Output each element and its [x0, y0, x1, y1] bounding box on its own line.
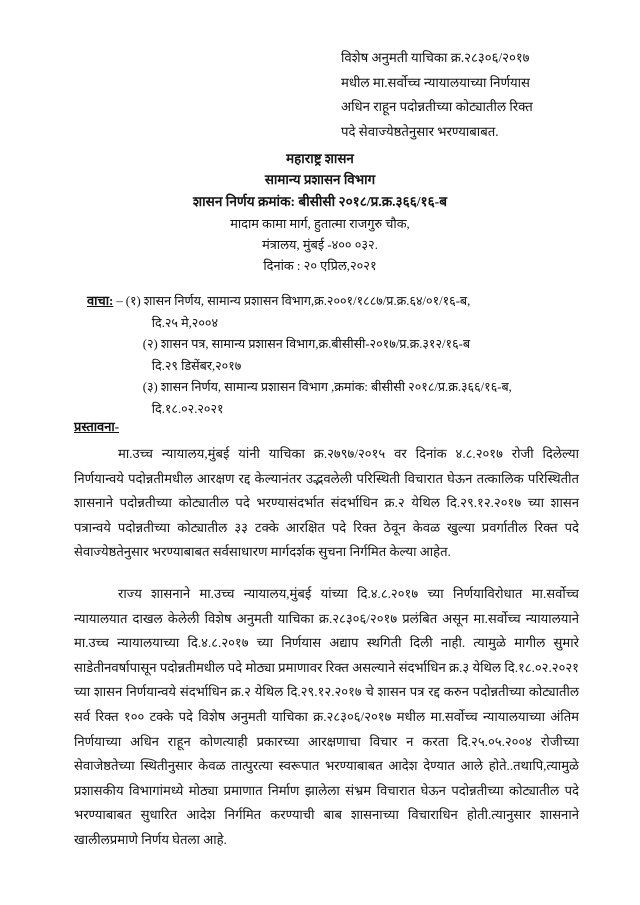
reference-item-3 [126, 377, 512, 420]
gr-number: शासन निर्णय क्रमांक: बीसीसी २०१८/प्र.क्र.३६६/१६-ब [193, 194, 447, 209]
subject-line-3: अधिन राहून पदोन्नतीच्या कोट्यातील रिक्त [341, 99, 533, 114]
reference-item-3-text: (३) शासन निर्णय, सामान्य प्रशासन विभाग ,क्रमांक: बीसीसी २०१८/प्र.क्र.३६६/१६-ब, [142, 380, 512, 394]
preamble-paragraph-2: राज्य शासनाने मा.उच्च न्यायालय,मुंबई यांच्या दि.४.८.२०१७ च्या निर्णयाविरोधात मा.सर्वोच्च न्यायालयात दाखल केलेली विशेष अनुमती याचिका क्र.२८३०६/२०१७ प्रलंबित असून मा.सर्वोच्च न्यायालयाने मा.उच्च न्यायालयाच्या दि.४.८.२०१७ च्या निर्णयास अद्याप स्थगिती दिली नाही. त्यामुळे मागील सुमारे साडेतीनवर्षापासून पदोन्नतीमधील पदे मोठ्या प्रमाणावर रिक्त असल्याने संदर्भाधिन क्र.३ येथिल दि.१८.०२.२०२१ च्या शासन निर्णयान्वये संदर्भाधिन क्र.२ येथिल दि.२९.१२.२०१७ चे शासन पत्र रद्द करुन पदोन्नतीच्या कोट्यातील सर्व रिक्त १०० टक्के पदे विशेष अनुमती याचिका क्र.२८३०६/२०१७ मधील मा.सर्वोच्च न्यायालयाच्या अंतिम निर्णयाच्या अधिन राहून कोणत्याही प्रकारच्या आरक्षणाचा विचार न करता दि.२५.०५.२००४ रोजीच्या सेवाजेष्ठतेच्या स्थितीनुसार केवळ तात्पुरत्या स्वरूपात भरण्याबाबत आदेश देण्यात आले होते..तथापि,त्यामुळे प्रशासकीय विभागांमध्ये मोठ्या प्रमाणात निर्माण झालेला संभ्रम विचारात घेऊन पदोन्नतीच्या कोट्यातील पदे भरण्याबाबत सुधारित आदेश निर्गमित करण्याची बाब शासनाच्या विचाराधिन होती.त्यानुसार शासनाने खालीलप्रमाणे निर्णय घेतला आहे. [74, 585, 579, 847]
references-list [126, 291, 512, 420]
preamble-paragraph-1: मा.उच्च न्यायालय,मुंबई यांनी याचिका क्र.२७९७/२०१५ वर दिनांक ४.८.२०१७ रोजी दिलेल्या निर्णयान्वये पदोन्नतीमधील आरक्षण रद्द केल्यानंतर उद्भवलेली परिस्थिती विचारात घेऊन तत्कालिक परिस्थितीत शासनाने पदोन्नतीच्या कोट्यातील पदे भरण्यासंदर्भात संदर्भाधिन क्र.२ येथिल दि.२९.१२.२०१७ च्या शासन पत्रान्वये पदोन्नतीच्या कोट्यातील ३३ टक्के आरक्षित पदे रिक्त ठेवून केवळ खुल्या प्रवर्गातील रिक्त पदे सेवाज्येष्ठतेनुसार भरण्याबाबत सर्वसाधारण मार्गदर्शक सुचना निर्गमित केल्या आहेत. [74, 446, 579, 560]
reference-item-3-date: दि.१८.०२.२०२१ [151, 401, 224, 416]
preamble-body [74, 442, 579, 853]
references-block [0, 291, 640, 420]
preamble-heading: प्रस्तावना- [74, 420, 119, 434]
references-dash: – [116, 294, 123, 308]
department-name: सामान्य प्रशासन विभाग [264, 172, 376, 187]
subject-block [341, 46, 586, 144]
subject-line-2: मधील मा.सर्वोच्च न्यायालयाच्या निर्णयास [341, 74, 530, 90]
address-line-1: मादाम कामा मार्ग, हुतात्मा राजगुरु चौक, [230, 217, 410, 231]
reference-item-1 [126, 291, 512, 334]
reference-item-1-text: (१) शासन निर्णय, सामान्य प्रशासन विभाग,क्र.२००१/१८८७/प्र.क्र.६४/०१/१६-ब, [125, 294, 471, 308]
references-row [0, 291, 640, 420]
state-name: महाराष्ट्र शासन [286, 151, 354, 166]
reference-item-2-date: दि.२९ डिसेंबर,२०१७ [151, 358, 242, 373]
government-header [0, 148, 640, 277]
address-line-2: मंत्रालय, मुंबई -४०० ०३२. [262, 238, 378, 252]
reference-item-1-date: दि.२५ मे,२००४ [151, 315, 218, 330]
subject-line-1: विशेष अनुमती याचिका क्र.२८३०६/२०१७ [341, 50, 530, 65]
reference-item-2 [126, 334, 512, 377]
reference-item-2-text: (२) शासन पत्र, सामान्य प्रशासन विभाग,क्र.बीसीसी-२०१७/प्र.क्र.३१२/१६-ब [142, 337, 471, 351]
issue-date: दिनांक : २० एप्रिल,२०२१ [263, 259, 377, 273]
references-label: वाचा: [87, 294, 114, 308]
subject-line-4: पदे सेवाज्येष्ठतेनुसार भरण्याबाबत. [341, 123, 499, 139]
